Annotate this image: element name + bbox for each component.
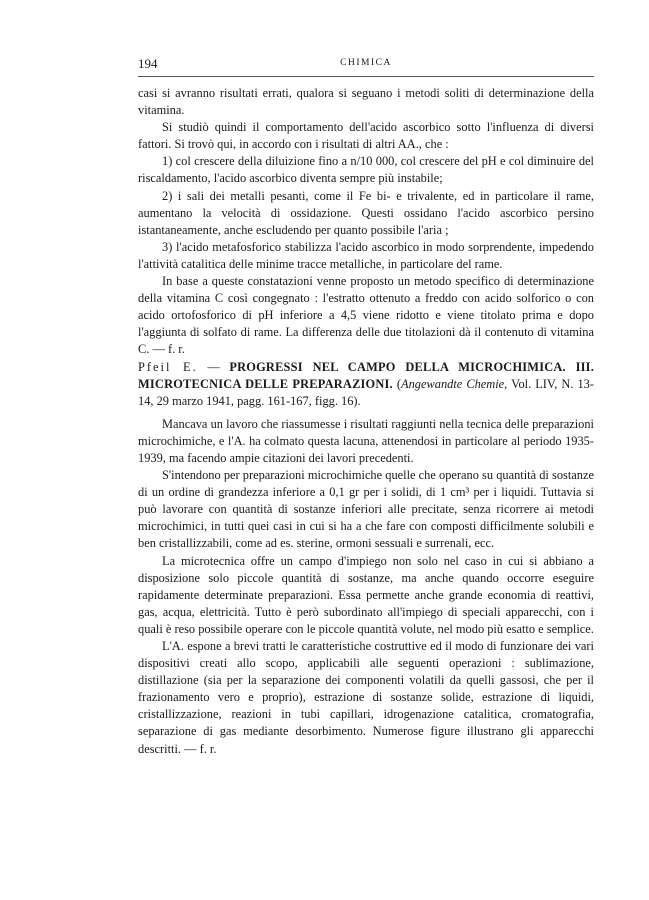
paragraph: L'A. espone a brevi tratti le caratteristiche costruttive ed il modo di funzionare dei vari dispositivi creati allo scopo, applicabili alle seguenti operazioni : sublimazione, distillazione (sia per la separazione dei componenti volatili da quelli gassosi, che per il frazionamento vero e proprio), estrazione di sostanze solide, estrazione di liquidi, cristallizzazione, reazioni in tubi capillari, idrogenazione catalitica, cromatografia, separazione di gas mediante desorbimento. Numerose figure illustrano gli apparecchi descritti. — f. r. — [138, 639, 594, 756]
paragraph: In base a queste constatazioni venne proposto un metodo specifico di determinazione della vitamina C così congegnato : l'estratto ottenuto a freddo con acido solforico o con acido ortofosforico di pH inferiore a 4,5 viene ridotto e viene titolato prima e dopo l'aggiunta di solfato di rame. La differenza delle due titolazioni dà il contenuto di vitamina C. — f. r. — [138, 274, 594, 357]
article-heading — [138, 359, 594, 410]
article-author: Pfeil E. — [138, 359, 198, 374]
heading-dash: — — [197, 359, 230, 374]
header-rule — [138, 76, 594, 77]
list-item: 3) l'acido metafosforico stabilizza l'acido ascorbico in modo sorprendente, impedendo l'attività catalitica delle minime tracce metalliche, in particolare del rame. — [138, 239, 594, 271]
page — [138, 56, 594, 758]
paragraph: Si studiò quindi il comportamento dell'acido ascorbico sotto l'influenza di diversi fattori. Si trovò qui, in accordo con i risultati di altri AA., che : — [138, 120, 594, 152]
paragraph: La microtecnica offre un campo d'impiego non solo nel caso in cui si abbiano a disposizione solo piccole quantità di sostanze, ma anche quando occorre eseguire rapidamente determinate preparazioni. Essa permette anche grande economia di reattivi, gas, acqua, elettricità. Tutto è però subordinato all'impiego di speciali apparecchi, con i quali è reso possibile operare con le piccole quantità volute, nel modo più esatto e semplice. — [138, 553, 594, 636]
page-number: 194 — [138, 56, 158, 71]
list-item: 1) col crescere della diluizione fino a n/10 000, col crescere del pH e col diminuire del riscaldamento, l'acido ascorbico diventa sempre più instabile; — [138, 154, 594, 186]
list-item: 2) i sali dei metalli pesanti, come il Fe bi- e trivalente, ed in particolare il rame, aumentano la velocità di ossidazione. Questi ossidano l'acido ascorbico persino istantaneamente, anche escludendo per quanto possibile l'aria ; — [138, 188, 594, 237]
journal-name: Angewandte Chemie, — [401, 376, 508, 391]
article-title: PROGRESSI NEL CAMPO DELLA MICROCHIMICA. III. MICROTECNICA DELLE PREPARAZIONI. — [138, 359, 594, 391]
text-body — [138, 85, 594, 758]
paragraph: casi si avranno risultati errati, qualora si seguano i metodi soliti di determinazione della vitamina. — [138, 86, 594, 118]
paragraph: Mancava un lavoro che riassumesse i risultati raggiunti nella tecnica delle preparazioni microchimiche, e l'A. ha colmato questa lacuna, attenendosi in particolare al periodo 1935-1939, ma facendo ampie citazioni dei lavori precedenti. — [138, 416, 594, 465]
citation-open: ( — [392, 376, 402, 391]
paragraph: S'intendono per preparazioni microchimiche quelle che operano su quantità di sostanze di un ordine di grandezza inferiore a 0,1 gr per i solidi, di 1 cm³ per i liquidi. Tuttavia si può lavorare con quantità di sostanze inferiori alle precitate, senza ricorrere ai metodi microchimici, in tutti quei casi in cui si ha a che fare con composti difficilmente solubili e ben cristallizzabili, come ad es. sterine, ormoni sessuali e surrenali, ecc. — [138, 468, 594, 551]
citation-details: Vol. LIV, N. 13-14, 29 marzo 1941, pagg. 161-167, figg. 16). — [138, 376, 594, 408]
running-head — [138, 56, 594, 74]
running-title: CHIMICA — [340, 58, 392, 68]
